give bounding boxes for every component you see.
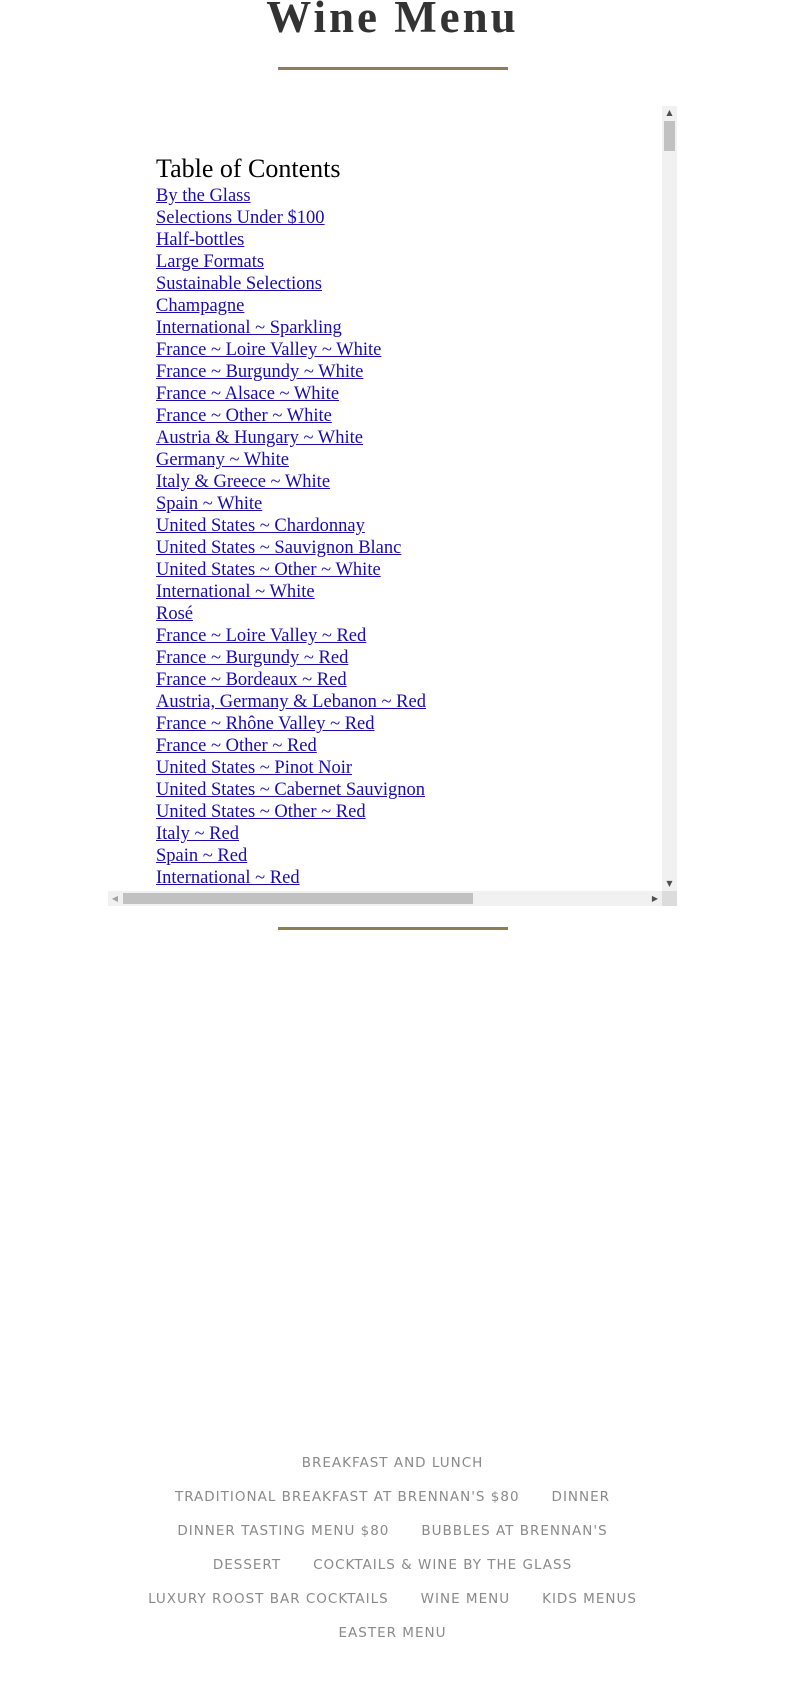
title-divider (278, 67, 508, 70)
toc-list-item (156, 207, 656, 229)
footer-nav-link[interactable]: DINNER TASTING MENU $80 (177, 1523, 390, 1539)
scroll-down-arrow-icon[interactable]: ▼ (666, 879, 673, 888)
toc-link[interactable]: Half-bottles (156, 230, 245, 250)
scroll-right-arrow-icon[interactable]: ▶ (651, 894, 659, 903)
toc-list-item (156, 647, 656, 669)
footer-nav-link[interactable]: BREAKFAST AND LUNCH (301, 1455, 484, 1471)
horizontal-scroll-thumb[interactable] (123, 893, 473, 904)
footer-nav-link[interactable]: LUXURY ROOST BAR COCKTAILS (148, 1591, 389, 1607)
toc-list-item (156, 735, 656, 757)
toc-link[interactable]: Austria, Germany & Lebanon ~ Red (156, 692, 426, 712)
footer-nav-row (0, 1548, 785, 1582)
vertical-scrollbar[interactable] (662, 106, 677, 891)
toc-list-item (156, 823, 656, 845)
wine-list-frame[interactable] (108, 106, 677, 906)
toc-link[interactable]: France ~ Burgundy ~ Red (156, 648, 349, 668)
footer-nav-row (0, 1480, 785, 1514)
toc-link[interactable]: United States ~ Chardonnay (156, 516, 365, 536)
toc-link[interactable]: United States ~ Cabernet Sauvignon (156, 780, 425, 800)
footer-nav-link[interactable]: DESSERT (212, 1557, 282, 1573)
toc-list-item (156, 669, 656, 691)
toc-list-item (156, 757, 656, 779)
page-title: Wine Menu (266, 0, 519, 42)
horizontal-scrollbar[interactable] (108, 891, 662, 906)
toc-list-item (156, 339, 656, 361)
toc-link[interactable]: France ~ Loire Valley ~ White (156, 340, 382, 360)
toc-heading: Table of Contents (156, 154, 341, 183)
toc-list-item (156, 317, 656, 339)
toc-link[interactable]: United States ~ Sauvignon Blanc (156, 538, 402, 558)
toc-list-item (156, 801, 656, 823)
toc-link[interactable]: Spain ~ White (156, 494, 263, 514)
toc-link[interactable]: France ~ Rhône Valley ~ Red (156, 714, 375, 734)
toc-link[interactable]: France ~ Other ~ Red (156, 736, 317, 756)
vertical-scroll-thumb[interactable] (664, 121, 675, 151)
toc-list-item (156, 559, 656, 581)
footer-nav-link[interactable]: COCKTAILS & WINE BY THE GLASS (313, 1557, 573, 1573)
toc-link[interactable]: Champagne (156, 296, 245, 316)
toc-list-item (156, 471, 656, 493)
toc-link[interactable]: Austria & Hungary ~ White (156, 428, 363, 448)
toc-list-item (156, 229, 656, 251)
toc-list-item (156, 625, 656, 647)
toc-list-item (156, 251, 656, 273)
footer-menu-nav (0, 1446, 785, 1650)
footer-nav-link[interactable]: EASTER MENU (338, 1625, 447, 1641)
toc-list-item (156, 361, 656, 383)
toc-link[interactable]: Large Formats (156, 252, 265, 272)
toc-list-item (156, 383, 656, 405)
toc-list-item (156, 295, 656, 317)
toc-list-item (156, 515, 656, 537)
table-of-contents (156, 153, 656, 889)
footer-nav-link[interactable]: BUBBLES AT BRENNAN'S (421, 1523, 608, 1539)
toc-list-item (156, 405, 656, 427)
toc-list-item (156, 185, 656, 207)
footer-nav-link[interactable]: DINNER (551, 1489, 611, 1505)
toc-link[interactable]: France ~ Burgundy ~ White (156, 362, 364, 382)
scroll-left-arrow-icon[interactable]: ◀ (111, 894, 119, 903)
toc-list-item (156, 779, 656, 801)
toc-list-item (156, 867, 656, 889)
footer-nav-row (0, 1446, 785, 1480)
toc-link[interactable]: Rosé (156, 604, 193, 624)
toc-link[interactable]: France ~ Alsace ~ White (156, 384, 340, 404)
toc-link[interactable]: France ~ Other ~ White (156, 406, 332, 426)
toc-list-item (156, 691, 656, 713)
toc-list (156, 185, 656, 889)
footer-nav-row (0, 1582, 785, 1616)
footer-nav-link[interactable]: WINE MENU (420, 1591, 511, 1607)
footer-nav-row (0, 1616, 785, 1650)
footer-nav-row (0, 1514, 785, 1548)
toc-link[interactable]: Selections Under $100 (156, 208, 325, 228)
toc-list-item (156, 581, 656, 603)
toc-list-item (156, 845, 656, 867)
toc-link[interactable]: International ~ Red (156, 868, 300, 888)
toc-link[interactable]: International ~ White (156, 582, 315, 602)
toc-list-item (156, 493, 656, 515)
toc-link[interactable]: By the Glass (156, 186, 251, 206)
footer-nav-link[interactable]: KIDS MENUS (542, 1591, 637, 1607)
toc-link[interactable]: Italy & Greece ~ White (156, 472, 331, 492)
toc-list-item (156, 713, 656, 735)
toc-link[interactable]: France ~ Loire Valley ~ Red (156, 626, 367, 646)
toc-link[interactable]: Italy ~ Red (156, 824, 239, 844)
footer-nav-link[interactable]: TRADITIONAL BREAKFAST AT BRENNAN'S $80 (174, 1489, 520, 1505)
toc-list-item (156, 537, 656, 559)
toc-link[interactable]: Spain ~ Red (156, 846, 248, 866)
toc-link[interactable]: United States ~ Other ~ White (156, 560, 381, 580)
toc-link[interactable]: Sustainable Selections (156, 274, 322, 294)
toc-list-item (156, 603, 656, 625)
toc-link[interactable]: International ~ Sparkling (156, 318, 342, 338)
toc-link[interactable]: United States ~ Pinot Noir (156, 758, 353, 778)
toc-link[interactable]: United States ~ Other ~ Red (156, 802, 366, 822)
scrollbar-corner (662, 891, 677, 906)
scroll-up-arrow-icon[interactable]: ▲ (666, 108, 673, 117)
toc-link[interactable]: France ~ Bordeaux ~ Red (156, 670, 347, 690)
toc-list-item (156, 273, 656, 295)
toc-list-item (156, 449, 656, 471)
toc-list-item (156, 427, 656, 449)
toc-link[interactable]: Germany ~ White (156, 450, 289, 470)
frame-bottom-divider (278, 927, 508, 930)
